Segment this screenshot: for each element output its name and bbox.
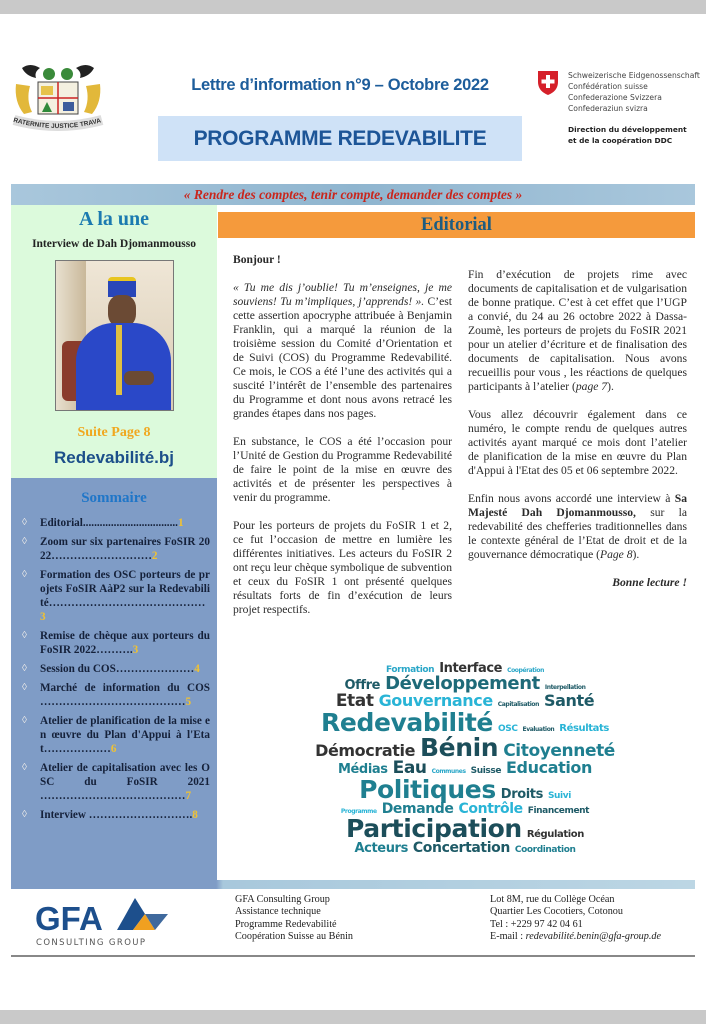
word-cloud-row (346, 816, 584, 841)
diamond-bullet-icon: ◊ (22, 682, 27, 693)
word-cloud-word: Financement (527, 806, 590, 816)
toc-page-number: 4 (194, 663, 200, 675)
top-border (0, 0, 706, 14)
word-cloud-word: Participation (346, 814, 522, 843)
toc-page-number: 6 (110, 743, 117, 755)
diamond-bullet-icon: ◊ (22, 762, 27, 773)
diamond-bullet-icon: ◊ (22, 715, 27, 726)
email-label: E-mail : (490, 930, 526, 942)
word-cloud-word: Acteurs (354, 841, 408, 856)
editorial-column-2 (468, 268, 687, 604)
word-cloud-word: Suisse (470, 766, 502, 776)
franklin-quote: « Tu me dis j’oublie! Tu m’enseignes, je me souviens! Tu m’impliques, j’apprends! ». (233, 281, 452, 308)
diamond-bullet-icon: ◊ (22, 569, 27, 580)
word-cloud-row (315, 735, 615, 760)
toc-item[interactable] (20, 761, 210, 803)
word-cloud-word: Régulation (526, 829, 584, 840)
footer-line: Lot 8M, rue du Collège Océan (490, 894, 615, 905)
word-cloud-word: Concertation (412, 840, 510, 856)
editorial-paragraph (468, 268, 687, 394)
footer-phone: Tel : +229 97 42 04 61 (490, 918, 583, 930)
word-cloud-word: Communes (431, 768, 466, 775)
word-cloud-word: Santé (543, 691, 595, 710)
toc-label: Editorial.................................. (40, 517, 178, 529)
toc-label: Session du COS………………… (40, 663, 195, 675)
toc-page-number: 3 (40, 611, 46, 623)
svg-text:CONSULTING GROUP: CONSULTING GROUP (36, 938, 147, 948)
swiss-line: Confédération suisse (568, 82, 648, 91)
word-cloud-word: Eau (392, 758, 427, 778)
footer-line: Assistance technique (235, 906, 321, 918)
editorial-paragraph: En substance, le COS a été l’occasion pour l’Unité de Gestion du Programme Redevabilité de faire le point de la mise en œuvre des activités et de présenter les perspectives à venir du programme. (233, 435, 452, 504)
editorial-paragraph (468, 492, 687, 562)
toc-label: Marché de information du COS ………………………………… (40, 682, 210, 708)
toc-page-number: 2 (151, 550, 158, 562)
word-cloud-row (359, 777, 571, 802)
toc-label: Formation des OSC porteurs de projets FoSIR AàP2 sur la Redevabilité…………………………………… (40, 569, 210, 609)
toc-label: Interview ………………………. (40, 809, 193, 821)
word-cloud-word: Résultats (559, 723, 609, 734)
footer-line: GFA Consulting Group (235, 894, 330, 905)
word-cloud-word: Education (506, 758, 593, 777)
paragraph-text: sur la redevabilité des chefferies traditionnelles dans le contexte général de l’Etat de droit et de la gouvernance démocratique ( (468, 506, 687, 561)
toc-page-number: 8 (192, 809, 198, 821)
ddc-line: et de la coopération DDC (568, 136, 673, 145)
toc-page-number: 3 (132, 644, 139, 656)
interview-title: Interview de Dah Djomanmousso (32, 238, 196, 250)
toc-label: Atelier de capitalisation avec les OSC du FoSIR 2021 ………………………………… (40, 762, 210, 802)
paragraph-text: C’est cette assertion apocryphe attribuée à Benjamin Franklin, qui a marqué la réunion de la troisième session du Comité d’Orientation et de Suivi (COS) du Programme Redevabilité. Ce mois, le COS a été l’une des activités qui a suscité l’intérêt de l’ensemble des partenaires du Programme et dont nous avons retracé les grandes étapes dans nos pages. (233, 295, 452, 420)
svg-text:GFA: GFA (35, 900, 103, 937)
word-cloud-word: Démocratie (315, 741, 416, 760)
toc-item[interactable] (20, 681, 210, 709)
word-cloud-word: Redevabilité (321, 708, 493, 737)
word-cloud-word: Bénin (420, 733, 499, 762)
word-cloud-word: Offre (344, 678, 381, 693)
diamond-bullet-icon: ◊ (22, 663, 27, 674)
website-link[interactable]: Redevabilité.bj (54, 448, 174, 467)
page-reference: Page 8 (599, 548, 633, 561)
paragraph-text: ). (607, 380, 614, 393)
program-title: PROGRAMME REDEVABILITE (158, 116, 522, 161)
footer-line: Programme Redevabilité (235, 918, 337, 930)
toc-item[interactable] (20, 629, 210, 657)
word-cloud-row (321, 710, 609, 735)
interview-photo (55, 260, 174, 411)
paragraph-text: Fin d’exécution de projets rime avec documents de capitalisation et de vulgarisation de bonne pratique. C’est à cet effet que l’UGP a convié, du 24 au 26 octobre 2022 à Dassa-Zoumè, les porteurs de projets du FoSIR 2021 pour un atelier d’écriture et de finalisation des documents de capitalisation. Nous avons recueillis pour vous , les réactions de quelques participants à l’atelier ( (468, 268, 687, 393)
word-cloud-word: Evaluation (522, 726, 555, 733)
table-of-contents (20, 516, 210, 827)
headline-title: A la une (78, 208, 150, 230)
word-cloud-word: Interpellation (544, 684, 586, 691)
editorial-column-1 (233, 253, 452, 617)
word-cloud-word: Politiques (359, 775, 496, 804)
newsletter-title: Lettre d’information n°9 – Octobre 2022 (191, 76, 489, 94)
word-cloud-word: Etat (335, 691, 374, 711)
word-cloud-word: Contrôle (458, 801, 523, 817)
word-cloud-word: Citoyenneté (503, 741, 615, 761)
toc-page-number: 5 (185, 696, 192, 708)
word-cloud-word: Capitalisation (497, 701, 539, 708)
toc-item[interactable] (20, 714, 210, 756)
toc-page-number: 7 (185, 790, 192, 802)
swiss-line: Schweizerische Eidgenossenschaft (568, 71, 700, 80)
page-reference: page 7 (575, 380, 608, 393)
interviewee-name: Sa Majesté Dah Djomanmousso, (468, 492, 687, 519)
editorial-paragraph (233, 281, 452, 421)
coat-motto: RATERNITE JUSTICE TRAVA (12, 116, 102, 131)
toc-label: Remise de chèque aux porteurs du FoSIR 2022………. (40, 630, 210, 656)
word-cloud-word: Coopération (507, 667, 545, 674)
toc-label: Zoom sur six partenaires FoSIR 2022……………………… (40, 536, 210, 562)
ddc-line: Direction du développement (568, 125, 687, 134)
swiss-flag-icon (537, 70, 559, 96)
word-cloud-word: Suivi (547, 791, 571, 801)
footer-line: Coopération Suisse au Bénin (235, 930, 353, 942)
word-cloud-word: Coordination (514, 845, 576, 855)
word-cloud-word: Formation (385, 665, 435, 675)
greeting: Bonjour ! (233, 253, 281, 266)
swiss-confederation-text (568, 70, 700, 114)
word-cloud-word: Développement (385, 673, 540, 694)
word-cloud-word: OSC (497, 724, 518, 734)
diamond-bullet-icon: ◊ (22, 517, 27, 528)
paragraph-text: Enfin nous avons accordé une interview à (468, 492, 675, 505)
diamond-bullet-icon: ◊ (22, 809, 27, 820)
footer-line: Quartier Les Cocotiers, Cotonou (490, 906, 623, 918)
word-cloud-word: Droits (500, 787, 543, 802)
bottom-border (0, 1010, 706, 1024)
word-cloud-word: Gouvernance (378, 691, 493, 710)
footer-email-line (490, 931, 661, 943)
benin-coat-of-arms-logo (12, 62, 104, 138)
diamond-bullet-icon: ◊ (22, 630, 27, 641)
ddc-text (568, 124, 687, 146)
footer-organization (235, 894, 353, 943)
footer-bar (11, 880, 695, 889)
toc-title: Sommaire (81, 490, 147, 506)
toc-item[interactable] (20, 568, 210, 624)
footer-contact (490, 894, 661, 943)
word-cloud-word: Médias (337, 762, 388, 777)
word-cloud-word: Demande (381, 801, 454, 817)
toc-item[interactable] (20, 808, 210, 822)
editorial-heading: Editorial (218, 212, 695, 238)
footer-divider (11, 955, 695, 957)
gfa-logo (35, 896, 169, 948)
word-cloud-word: Programme (340, 808, 377, 815)
swiss-line: Confederaziun svizra (568, 104, 648, 113)
diamond-bullet-icon: ◊ (22, 536, 27, 547)
toc-item[interactable] (20, 662, 210, 676)
editorial-paragraph: Vous allez découvrir également dans ce numéro, le compte rendu de quelques autres activités ayant marqué ce mois dont l’atelier de planification de la mise en œuvre du Plan d'Appui à l'Etat des 05 et 06 septembre 2022. (468, 408, 687, 477)
paragraph-text: ). (632, 548, 640, 561)
continued-page-link[interactable]: Suite Page 8 (77, 425, 151, 440)
editorial-paragraph: Pour les porteurs de projets du FoSIR 1 et 2, ce fut l’occasion de mettre en lumière les différentes initiatives. Les acteurs du FoSIR 2 ont reçu leur chèque symbolique de subvention et ceux du FoSIR 1 ont présenté quelques résultats forts de fin d’exécution de leurs projet respectifs. (233, 519, 452, 616)
email-link[interactable]: redevabilité.benin@gfa-group.de (525, 930, 662, 942)
word-cloud-word: Interface (439, 661, 503, 676)
toc-page-number: 1 (177, 517, 184, 529)
slogan-banner: « Rendre des comptes, tenir compte, demander des comptes » (11, 184, 695, 205)
word-cloud-row (355, 841, 576, 855)
signoff: Bonne lecture ! (612, 576, 687, 589)
swiss-line: Confederazione Svizzera (568, 93, 662, 102)
toc-item[interactable] (20, 516, 210, 530)
toc-item[interactable] (20, 535, 210, 563)
toc-label: Atelier de planification de la mise en œuvre du Plan d'Appui à l'Etat……………… (40, 715, 210, 755)
word-cloud (245, 662, 685, 877)
